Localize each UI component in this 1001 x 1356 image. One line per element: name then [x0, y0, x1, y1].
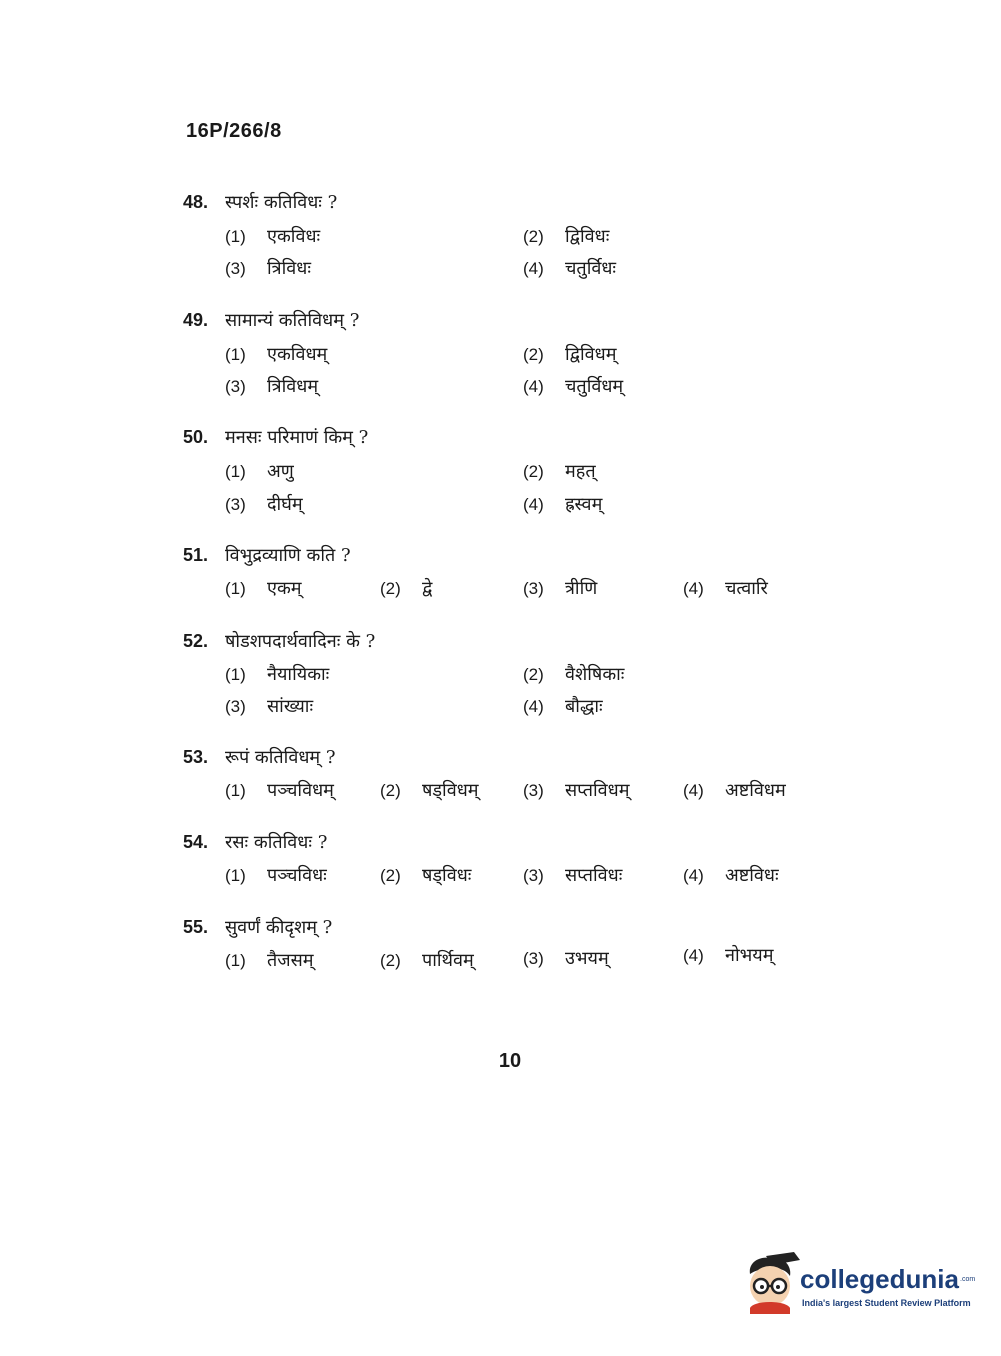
option-1[interactable]: [225, 863, 327, 887]
option-number: (3): [225, 377, 246, 396]
option-2[interactable]: [523, 224, 609, 248]
option-number: (1): [225, 665, 246, 684]
option-text: एकम्: [267, 578, 302, 599]
option-number: (2): [523, 462, 544, 481]
option-text: अष्टविधः: [725, 865, 779, 886]
question-number: 55.: [183, 917, 209, 937]
option-number: (3): [523, 866, 544, 885]
option-1[interactable]: [225, 224, 320, 248]
option-number: (3): [225, 697, 246, 716]
option-text: पञ्चविधः: [267, 865, 327, 886]
option-text: चत्वारि: [725, 578, 768, 599]
option-text: द्वे: [422, 578, 433, 599]
option-number: (2): [380, 951, 401, 970]
question-number: 49.: [183, 310, 209, 330]
option-3[interactable]: [225, 374, 318, 398]
question-text: सुवर्णं कीदृशम् ?: [225, 917, 333, 938]
option-1[interactable]: [225, 459, 294, 483]
option-text: सप्तविधम्: [565, 780, 630, 801]
option-text: पञ्चविधम्: [267, 780, 334, 801]
option-text: सप्तविधः: [565, 865, 623, 886]
question-stem: [183, 745, 336, 769]
option-text: अणु: [267, 461, 294, 482]
question-text: षोडशपदार्थवादिनः के ?: [225, 631, 376, 652]
option-1[interactable]: [225, 662, 329, 686]
logo-domain-suffix: .com: [960, 1276, 976, 1283]
option-3[interactable]: [225, 492, 303, 516]
question-stem: [183, 543, 351, 567]
option-2[interactable]: [380, 863, 471, 887]
option-text: एकविधम्: [267, 344, 328, 365]
option-number: (3): [225, 259, 246, 278]
option-number: (2): [523, 345, 544, 364]
question-text: सामान्यं कतिविधम् ?: [225, 310, 360, 331]
option-text: दीर्घम्: [267, 494, 303, 515]
option-text: षड्विधः: [422, 865, 472, 886]
option-text: वैशेषिकाः: [565, 664, 625, 685]
question-text: विभुद्रव्याणि कति ?: [225, 545, 351, 566]
question-stem: [183, 629, 375, 653]
option-number: (2): [380, 866, 401, 885]
option-text: अष्टविधम: [725, 780, 786, 801]
option-number: (4): [683, 946, 704, 965]
option-number: (1): [225, 227, 246, 246]
option-number: (2): [523, 665, 544, 684]
page-number: 10: [498, 1050, 522, 1072]
option-3[interactable]: [523, 778, 629, 802]
option-text: उभयम्: [565, 948, 609, 969]
option-number: (4): [683, 866, 704, 885]
option-2[interactable]: [523, 342, 617, 366]
option-text: एकविधः: [267, 226, 321, 247]
question-stem: [183, 190, 337, 214]
question-number: 54.: [183, 832, 209, 852]
option-number: (2): [523, 227, 544, 246]
question-stem: [183, 308, 359, 332]
option-text: ह्रस्वम्: [565, 494, 603, 515]
option-text: सांख्याः: [267, 696, 314, 717]
option-number: (2): [380, 781, 401, 800]
option-text: बौद्धाः: [565, 696, 603, 717]
option-4[interactable]: [523, 256, 616, 280]
option-text: पार्थिवम्: [422, 950, 474, 971]
option-number: (1): [225, 866, 246, 885]
option-4[interactable]: [523, 492, 602, 516]
option-4[interactable]: [523, 694, 603, 718]
option-3[interactable]: [225, 694, 313, 718]
option-number: (4): [523, 259, 544, 278]
option-text: त्रीणि: [565, 578, 598, 599]
option-number: (1): [225, 951, 246, 970]
option-text: द्विविधः: [565, 226, 610, 247]
option-1[interactable]: [225, 948, 314, 972]
option-4[interactable]: [683, 943, 774, 967]
question-number: 53.: [183, 747, 209, 767]
option-2[interactable]: [380, 778, 479, 802]
option-number: (1): [225, 781, 246, 800]
option-1[interactable]: [225, 778, 334, 802]
question-stem: [183, 425, 368, 449]
question-stem: [183, 915, 332, 939]
logo-brand-name: collegedunia: [800, 1264, 959, 1294]
question-text: रसः कतिविधः ?: [225, 832, 328, 853]
question-number: 52.: [183, 631, 209, 651]
option-4[interactable]: [683, 576, 768, 600]
option-1[interactable]: [225, 342, 327, 366]
option-number: (4): [683, 781, 704, 800]
question-text: मनसः परिमाणं किम् ?: [225, 427, 369, 448]
option-3[interactable]: [523, 863, 622, 887]
option-number: (1): [225, 345, 246, 364]
option-text: नैयायिकाः: [267, 664, 330, 685]
option-text: द्विविधम्: [565, 344, 617, 365]
option-text: त्रिविधः: [267, 258, 311, 279]
question-number: 50.: [183, 427, 209, 447]
option-text: त्रिविधम्: [267, 376, 319, 397]
option-text: नोभयम्: [725, 945, 774, 966]
option-number: (3): [225, 495, 246, 514]
option-number: (1): [225, 579, 246, 598]
option-1[interactable]: [225, 576, 302, 600]
option-number: (4): [523, 377, 544, 396]
option-2[interactable]: [523, 662, 624, 686]
option-text: चतुर्विधम्: [565, 376, 624, 397]
option-4[interactable]: [683, 863, 779, 887]
option-text: महत्: [565, 461, 596, 482]
question-stem: [183, 830, 327, 854]
logo-tagline: India's largest Student Review Platform: [802, 1298, 971, 1308]
option-number: (3): [523, 579, 544, 598]
option-text: षड्विधम्: [422, 780, 479, 801]
option-number: (3): [523, 781, 544, 800]
question-number: 51.: [183, 545, 209, 565]
paper-code: 16P/266/8: [186, 120, 282, 142]
option-number: (4): [683, 579, 704, 598]
question-number: 48.: [183, 192, 209, 212]
mascot-icon: [742, 1252, 800, 1314]
option-2[interactable]: [380, 576, 432, 600]
option-3[interactable]: [523, 946, 609, 970]
option-3[interactable]: [523, 576, 597, 600]
question-text: स्पर्शः कतिविधः ?: [225, 192, 338, 213]
option-number: (3): [523, 949, 544, 968]
option-2[interactable]: [380, 948, 474, 972]
option-3[interactable]: [225, 256, 311, 280]
question-text: रूपं कतिविधम् ?: [225, 747, 336, 768]
option-4[interactable]: [683, 778, 786, 802]
option-number: (4): [523, 697, 544, 716]
option-text: चतुर्विधः: [565, 258, 617, 279]
option-4[interactable]: [523, 374, 623, 398]
option-number: (4): [523, 495, 544, 514]
option-number: (2): [380, 579, 401, 598]
option-2[interactable]: [523, 459, 596, 483]
option-text: तैजसम्: [267, 950, 314, 971]
collegedunia-logo[interactable]: [742, 1250, 976, 1316]
option-number: (1): [225, 462, 246, 481]
